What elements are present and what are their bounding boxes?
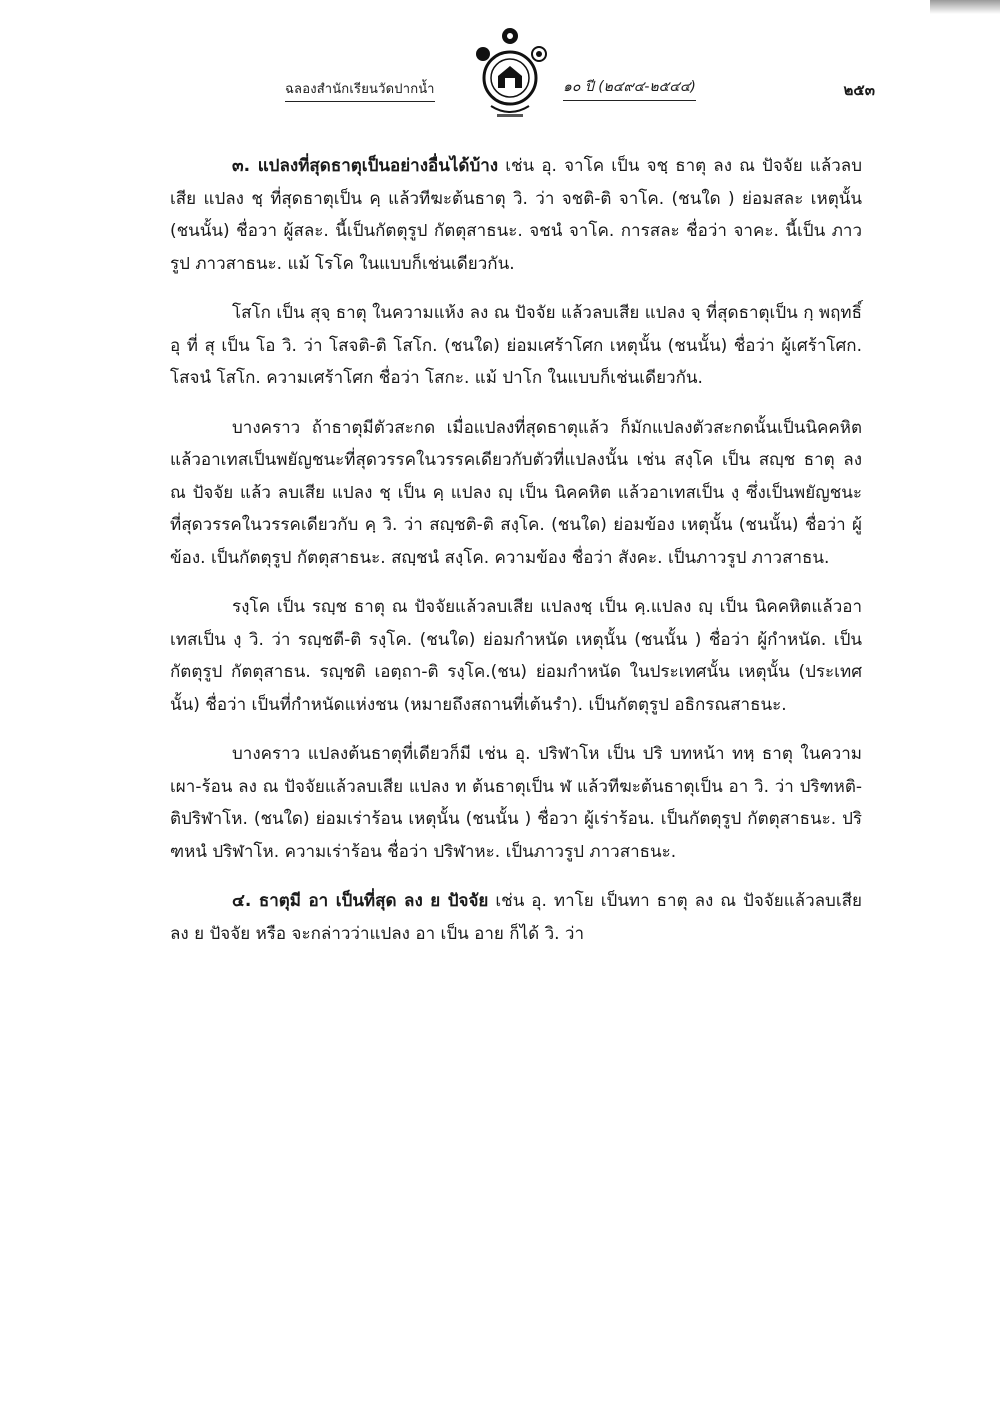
paragraph-text: โสโก เป็น สุจฺ ธาตุ ในความแห้ง ลง ณ ปัจจัย แล้วลบเสีย แปลง จฺ ที่สุดธาตุเป็น กฺ พฤทธิ์ อุ ที่ สุ เป็น โอ วิ. ว่า โสจติ-ติ โสโก. (ชนใด) ย่อมเศร้าโศก เหตุนั้น (ชนนั้น) ชื่อว่า ผู้เศร้าโศก. โสจนํ โสโก. ความเศร้าโศก ชื่อว่า โสกะ. แม้ ปาโก ในแบบก็เช่นเดียวกัน. — [170, 303, 862, 388]
paragraph-text: รงฺโค เป็น รญฺช ธาตุ ณ ปัจจัยแล้วลบเสีย แปลงชฺ เป็น คฺ.แปลง ญฺ เป็น นิคคหิตแล้วอาเทสเป็น งฺ วิ. ว่า รญฺชตี-ติ รงฺโค. (ชนใด) ย่อมกำหนัด เหตุนั้น (ชนนั้น ) ชื่อว่า ผู้กำหนัด. เป็นกัตตุรูป กัตตุสาธน. รญฺชติ เอตฺถา-ติ รงฺโค.(ชน) ย่อมกำหนัด ในประเทศนั้น เหตุนั้น (ประเทศนั้น) ชื่อว่า เป็นที่กำหนัดแห่งชน (หมายถึงสถานที่เต้นรำ). เป็นกัตตุรูป อธิกรณสาธนะ. — [170, 597, 862, 715]
paragraph — [170, 591, 862, 721]
paragraph-heading: ๔. ธาตุมี อา เป็นที่สุด ลง ย ปัจจัย — [232, 891, 489, 911]
paragraph — [170, 412, 862, 575]
paragraph — [170, 150, 862, 280]
paragraph — [170, 297, 862, 395]
header-left-title: ฉลองสำนักเรียนวัดปากน้ำ — [285, 78, 435, 102]
header-middle-title: ๑๐ ปี (๒๔๙๔-๒๕๔๔) — [563, 76, 696, 101]
paragraph-text: เช่น อุ. จาโค เป็น จชฺ ธาตุ ลง ณ ปัจจัย แล้วลบเสีย แปลง ชฺ ที่สุดธาตุเป็น คฺ แล้วทีฆะต้นธาตุ วิ. ว่า จชติ-ติ จาโค. (ชนใด ) ย่อมสละ เหตุนั้น (ชนนั้น) ชื่อวา ผู้สละ. นี้เป็นกัตตุรูป กัตตุสาธนะ. จชนํ จาโค. การสละ ชื่อว่า จาคะ. นี้เป็น ภาวรูป ภาวสาธนะ. แม้ โรโค ในแบบก็เช่นเดียวกัน. — [170, 156, 862, 274]
paragraph-heading: ๓. แปลงที่สุดธาตุเป็นอย่างอื่นได้บ้าง — [232, 156, 499, 176]
scan-edge-shadow — [930, 0, 1000, 14]
document-body — [170, 150, 862, 950]
paragraph-text: บางคราว ถ้าธาตุมีตัวสะกด เมื่อแปลงที่สุดธาตุแล้ว ก็มักแปลงตัวสะกดนั้นเป็นนิคคหิต แล้วอาเทสเป็นพยัญชนะที่สุดวรรคในวรรคเดียวกับตัวที่แปลงนั้น เช่น สงฺโค เป็น สญฺช ธาตุ ลง ณ ปัจจัย แล้ว ลบเสีย แปลง ชฺ เป็น คฺ แปลง ญฺ เป็น นิคคหิต แล้วอาเทสเป็น งฺ ซึ่งเป็นพยัญชนะที่สุดวรรคในวรรคเดียวกับ คฺ วิ. ว่า สญฺชติ-ติ สงฺโค. (ชนใด) ย่อมข้อง เหตุนั้น (ชนนั้น) ชื่อว่า ผู้ข้อง. เป็นกัตตุรูป กัตตุสาธนะ. สญฺชนํ สงฺโค. ความข้อง ชื่อว่า สังคะ. เป็นภาวรูป ภาวสาธน. — [170, 417, 862, 568]
paragraph — [170, 885, 862, 950]
paragraph-text: บางคราว แปลงต้นธาตุที่เดียวก็มี เช่น อุ. ปริฬาโห เป็น ปริ บทหน้า ทหฺ ธาตุ ในความเผา-ร้อน ลง ณ ปัจจัยแล้วลบเสีย แปลง ท ต้นธาตุเป็น ฬ แล้วทีฆะต้นธาตุเป็น อา วิ. ว่า ปริฑหติ-ติปริฬาโห. (ชนใด) ย่อมเร่าร้อน เหตุนั้น (ชนนั้น ) ชื่อวา ผู้เร่าร้อน. เป็นกัตตุรูป กัตตุสาธนะ. ปริฑหนํ ปริฬาโห. ความเร่าร้อน ชื่อว่า ปริฬาหะ. เป็นภาวรูป ภาวสาธนะ. — [170, 744, 862, 862]
paragraph — [170, 738, 862, 868]
paragraph-text: เช่น อุ. ทาโย เป็นทา ธาตุ ลง ณ ปัจจัยแล้วลบเสีย ลง ย ปัจจัย หรือ จะกล่าวว่าแปลง อา เป็น อาย ก็ได้ วิ. ว่า — [170, 891, 862, 944]
temple-seal-icon — [473, 26, 553, 131]
page-number: ๒๕๓ — [843, 81, 875, 99]
page-header — [285, 26, 875, 136]
